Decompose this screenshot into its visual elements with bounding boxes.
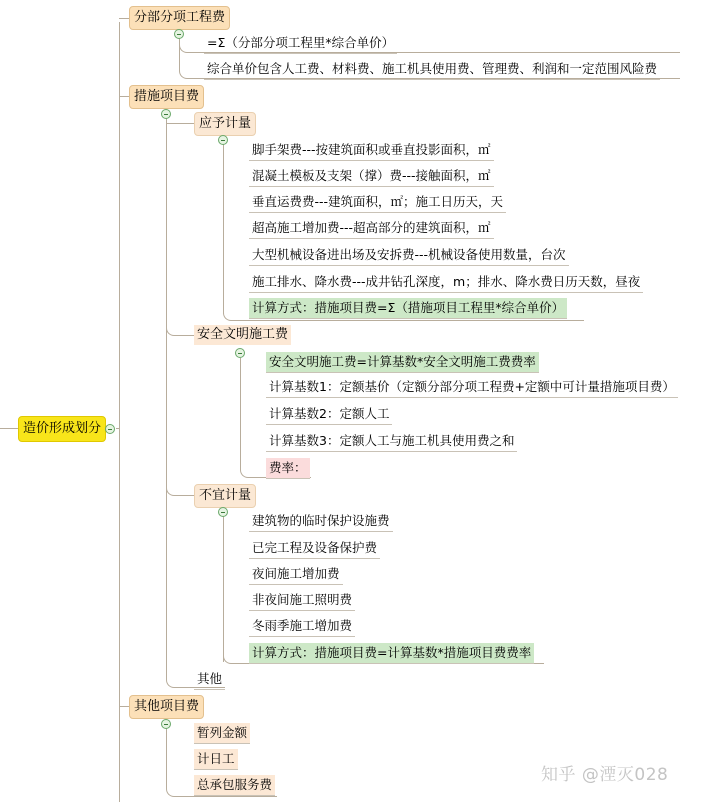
- connector: [223, 512, 224, 662]
- collapse-toggle-icon[interactable]: [105, 424, 115, 434]
- list-item[interactable]: 已完工程及设备保护费: [249, 538, 380, 559]
- branch-qitaxiangmu[interactable]: 其他项目费: [129, 695, 204, 719]
- list-item[interactable]: 计日工: [194, 749, 238, 770]
- list-item[interactable]: 施工排水、降水费---成井钻孔深度，m；排水、降水费日历天数，昼夜: [249, 272, 643, 293]
- connector: [223, 144, 224, 314]
- collapse-toggle-icon[interactable]: [218, 135, 228, 145]
- root-node[interactable]: 造价形成划分: [18, 416, 106, 442]
- group-yingyujiliang[interactable]: 应予计量: [194, 112, 256, 136]
- list-item[interactable]: 计算基数1：定额基价（定额分部分项工程费+定额中可计量措施项目费）: [266, 377, 678, 398]
- list-item[interactable]: 混凝土模板及支架（撑）费---接触面积，㎡: [249, 166, 494, 187]
- formula-leaf[interactable]: 计算方式：措施项目费=计算基数*措施项目费费率: [249, 643, 534, 664]
- formula-leaf[interactable]: =Σ（分部分项工程里*综合单价）: [204, 33, 397, 54]
- connector: [166, 480, 195, 496]
- connector: [240, 358, 241, 468]
- group-buyijiliang[interactable]: 不宜计量: [194, 484, 256, 508]
- list-item[interactable]: 计算基数3：定额人工与施工机具使用费之和: [266, 431, 517, 452]
- branch-cuoshi[interactable]: 措施项目费: [129, 85, 204, 109]
- formula-leaf[interactable]: 安全文明施工费=计算基数*安全文明施工费费率: [266, 352, 539, 373]
- collapse-toggle-icon[interactable]: [235, 348, 245, 358]
- list-item[interactable]: 大型机械设备进出场及安拆费---机械设备使用数量，台次: [249, 245, 569, 266]
- list-item[interactable]: 超高施工增加费---超高部分的建筑面积，㎡: [249, 218, 494, 239]
- rate-leaf[interactable]: 费率：: [266, 458, 310, 479]
- connector: [0, 428, 18, 429]
- connector: [119, 706, 129, 707]
- list-item[interactable]: 夜间施工增加费: [249, 564, 343, 585]
- collapse-toggle-icon[interactable]: [161, 109, 171, 119]
- collapse-toggle-icon[interactable]: [174, 29, 184, 39]
- connector: [119, 18, 129, 19]
- list-item[interactable]: 冬雨季施工增加费: [249, 616, 355, 637]
- list-item[interactable]: 建筑物的临时保护设施费: [249, 511, 393, 532]
- watermark: 知乎 @湮灭028: [541, 765, 669, 785]
- connector: [166, 300, 195, 336]
- branch-fenbufenxiang[interactable]: 分部分项工程费: [129, 6, 230, 30]
- connector: [119, 96, 129, 97]
- list-item[interactable]: 总承包服务费: [194, 775, 275, 796]
- list-item[interactable]: 暂列金额: [194, 723, 250, 744]
- collapse-toggle-icon[interactable]: [218, 507, 228, 517]
- connector: [166, 123, 194, 124]
- connector: [166, 728, 167, 788]
- connector: [166, 118, 167, 678]
- list-item[interactable]: 垂直运费费---建筑面积，㎡；施工日历天，天: [249, 192, 506, 213]
- formula-leaf[interactable]: 计算方式：措施项目费=Σ（措施项目工程里*综合单价）: [249, 298, 567, 319]
- list-item[interactable]: 非夜间施工照明费: [249, 590, 355, 611]
- main-trunk: [119, 22, 120, 802]
- collapse-toggle-icon[interactable]: [161, 719, 171, 729]
- list-item[interactable]: 脚手架费---按建筑面积或垂直投影面积，㎡: [249, 140, 494, 161]
- list-item[interactable]: 计算基数2：定额人工: [266, 404, 392, 425]
- group-anquanwenming[interactable]: 安全文明施工费: [194, 325, 291, 345]
- group-qita[interactable]: 其他: [194, 669, 225, 690]
- description-leaf[interactable]: 综合单价包含人工费、材料费、施工机具使用费、管理费、利润和一定范围风险费: [204, 59, 660, 80]
